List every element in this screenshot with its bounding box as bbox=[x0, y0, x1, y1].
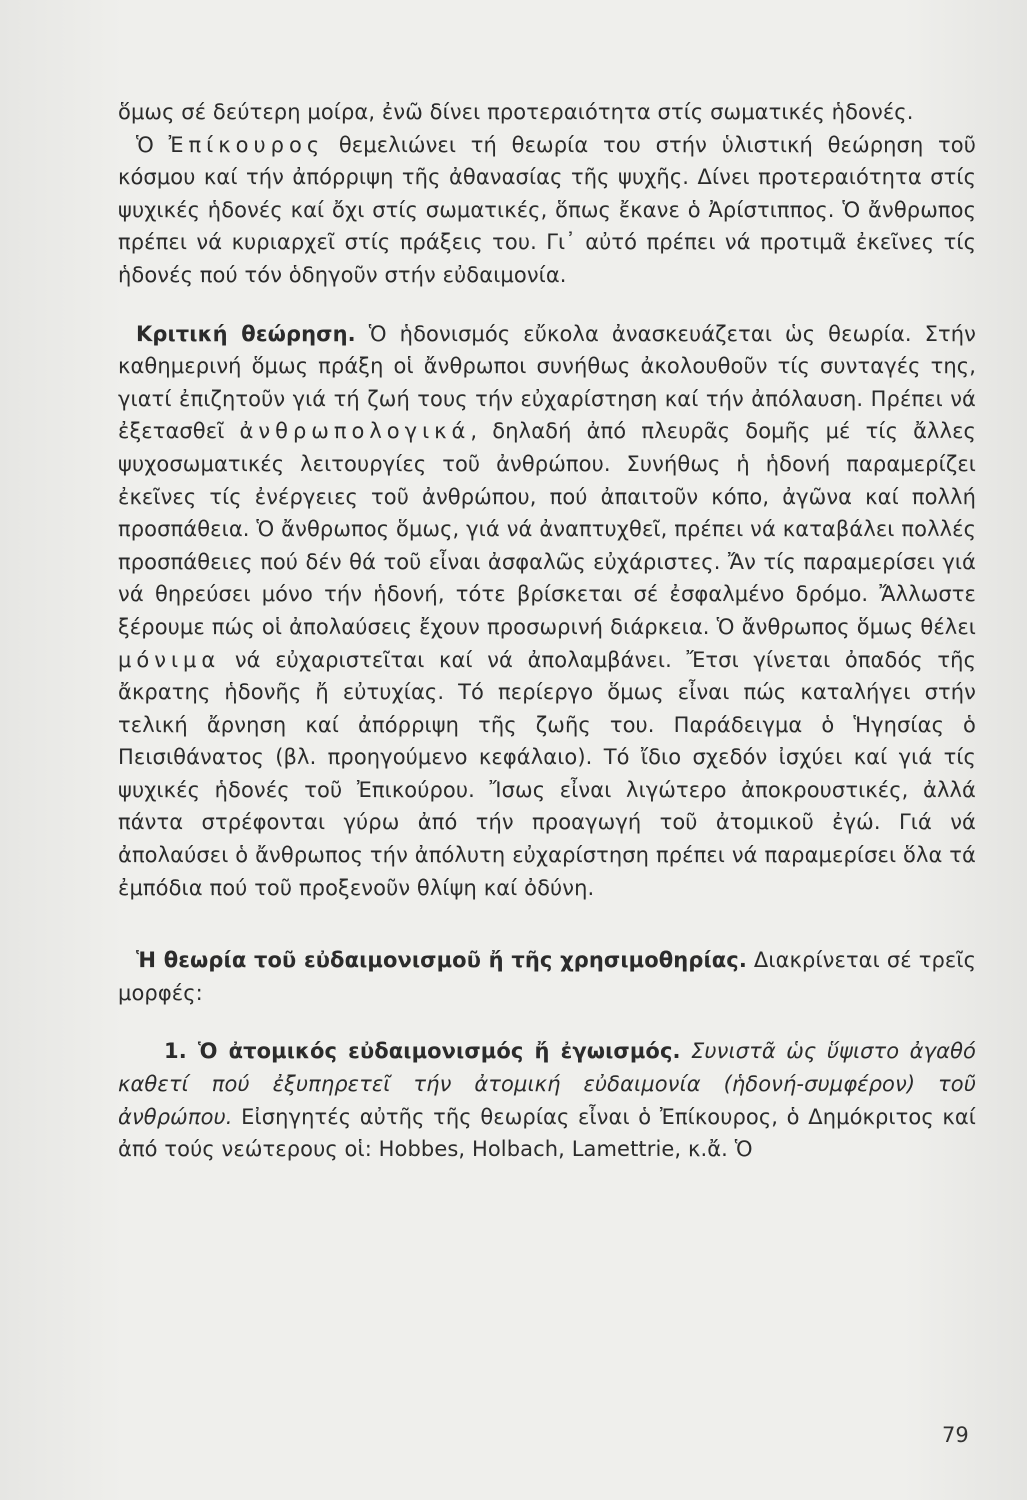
paragraph-eudaemonism: Ἡ θεωρία τοῦ εὐδαιμονισμοῦ ἤ τῆς χρησιμοθηρίας. Διακρίνεται σέ τρεῖς μορφές: bbox=[118, 948, 976, 1005]
paragraph-epicurus: Ὁ Ἐπίκουρος θεμελιώνει τή θεωρία του στήν ὑλιστική θεώρηση τοῦ κόσμου καί τήν ἀπόρριψη τῆς ἀθανασίας τῆς ψυχῆς. Δίνει προτεραιότητα στίς ψυχικές ἡδονές καί ὄχι στίς σωματικές, ὅπως ἔκανε ὁ Ἀρίστιππος. Ὁ ἄνθρωπος πρέπει νά κυριαρχεῖ στίς πράξεις του. Γι᾿ αὐτό πρέπει νά προτιμᾶ ἐκεῖνες τίς ἡδονές πού τόν ὁδηγοῦν στήν εὐδαιμονία. bbox=[118, 132, 976, 287]
body-text bbox=[118, 96, 976, 1166]
paragraph-continuation: ὅμως σέ δεύτερη μοίρα, ἐνῶ δίνει προτεραιότητα στίς σωματικές ἡδονές. bbox=[118, 100, 914, 124]
list-item-heading: 1. Ὁ ἀτομικός εὐδαιμονισμός ἤ ἐγωισμός. bbox=[164, 1039, 681, 1064]
paragraph-critical-review: Κριτική θεώρηση. Ὁ ἡδονισμός εὔκολα ἀνασκευάζεται ὡς θεωρία. Στήν καθημερινή ὅμως πράξη οἱ ἄνθρωποι συνήθως ἀκολουθοῦν τίς συνταγές της, γιατί ἐπιζητοῦν γιά τή ζωή τους τήν εὐχαρίστηση καί τήν ἀπόλαυση. Πρέπει νά ἐξετασθεῖ ἀνθρωπολογικά, δηλαδή ἀπό πλευρᾶς δομῆς μέ τίς ἄλλες ψυχοσωματικές λειτουργίες τοῦ ἀνθρώπου. Συνήθως ἡ ἡδονή παραμερίζει ἐκεῖνες τίς ἐνέργειες τοῦ ἀνθρώπου, πού ἀπαιτοῦν κόπο, ἀγῶνα καί πολλή προσπάθεια. Ὁ ἄνθρωπος ὅμως, γιά νά ἀναπτυχθεῖ, πρέπει νά καταβάλει πολλές προσπάθειες πού δέν θά τοῦ εἶναι ἀσφαλῶς εὐχάριστες. Ἄν τίς παραμερίσει γιά νά θηρεύσει μόνο τήν ἡδονή, τότε βρίσκεται σέ ἐσφαλμένο δρόμο. Ἄλλωστε ξέρουμε πώς οἱ ἀπολαύσεις ἔχουν προσωρινή διάρκεια. Ὁ ἄνθρωπος ὅμως θέλει μόνιμα νά εὐχαριστεῖται καί νά ἀπολαμβάνει. Ἔτσι γίνεται ὀπαδός τῆς ἄκρατης ἡδονῆς ἤ εὐτυχίας. Τό περίεργο ὅμως εἶναι πώς καταλήγει στήν τελική ἄρνηση καί ἀπόρριψη τῆς ζωῆς του. Παράδειγμα ὁ Ἡγησίας ὁ Πεισιθάνατος (βλ. προηγούμενο κεφάλαιο). Τό ἴδιο σχεδόν ἰσχύει καί γιά τίς ψυχικές ἡδονές τοῦ Ἐπικούρου. Ἴσως εἶναι λιγώτερο ἀποκρουστικές, ἀλλά πάντα στρέφονται γύρω ἀπό τήν προαγωγή τοῦ ἀτομικοῦ ἐγώ. Γιά νά ἀπολαύσει ὁ ἄνθρωπος τήν ἀπόλυτη εὐχαρίστηση πρέπει νά παραμερίσει ὅλα τά ἐμπόδια πού τοῦ προξενοῦν θλίψη καί ὀδύνη. bbox=[118, 321, 976, 900]
emphasis-spaced-name: Ἐπίκουρος bbox=[168, 132, 325, 157]
page-number: 79 bbox=[942, 1423, 969, 1447]
emphasis-spaced-permanently: μόνιμα bbox=[118, 647, 221, 672]
section-heading-critical-review: Κριτική θεώρηση. bbox=[136, 321, 356, 346]
list-item-individual-eudaemonism: 1. Ὁ ἀτομικός εὐδαιμονισμός ἤ ἐγωισμός. Συνιστᾶ ὡς ὕψιστο ἀγαθό καθετί πού ἐξυπηρετεῖ τήν ἀτομική εὐδαιμονία (ἡδονή-συμφέρον) τοῦ ἀνθρώπου. Εἰσηγητές αὐτῆς τῆς θεωρίας εἶναι ὁ Ἐπίκουρος, ὁ Δημόκριτος καί ἀπό τούς νεώτερους οἱ: Hobbes, Holbach, Lamettrie, κ.ἄ. Ὁ bbox=[118, 1039, 976, 1162]
section-heading-eudaemonism: Ἡ θεωρία τοῦ εὐδαιμονισμοῦ ἤ τῆς χρησιμοθηρίας. bbox=[136, 948, 747, 973]
emphasis-spaced-anthropologically: ἀνθρωπολογικά bbox=[239, 419, 471, 444]
italic-definition: Συνιστᾶ ὡς ὕψιστο ἀγαθό καθετί πού ἐξυπηρετεῖ τήν ἀτομική εὐδαιμονία (ἡδονή-συμφέρον) τοῦ ἀνθρώπου. bbox=[118, 1039, 976, 1129]
